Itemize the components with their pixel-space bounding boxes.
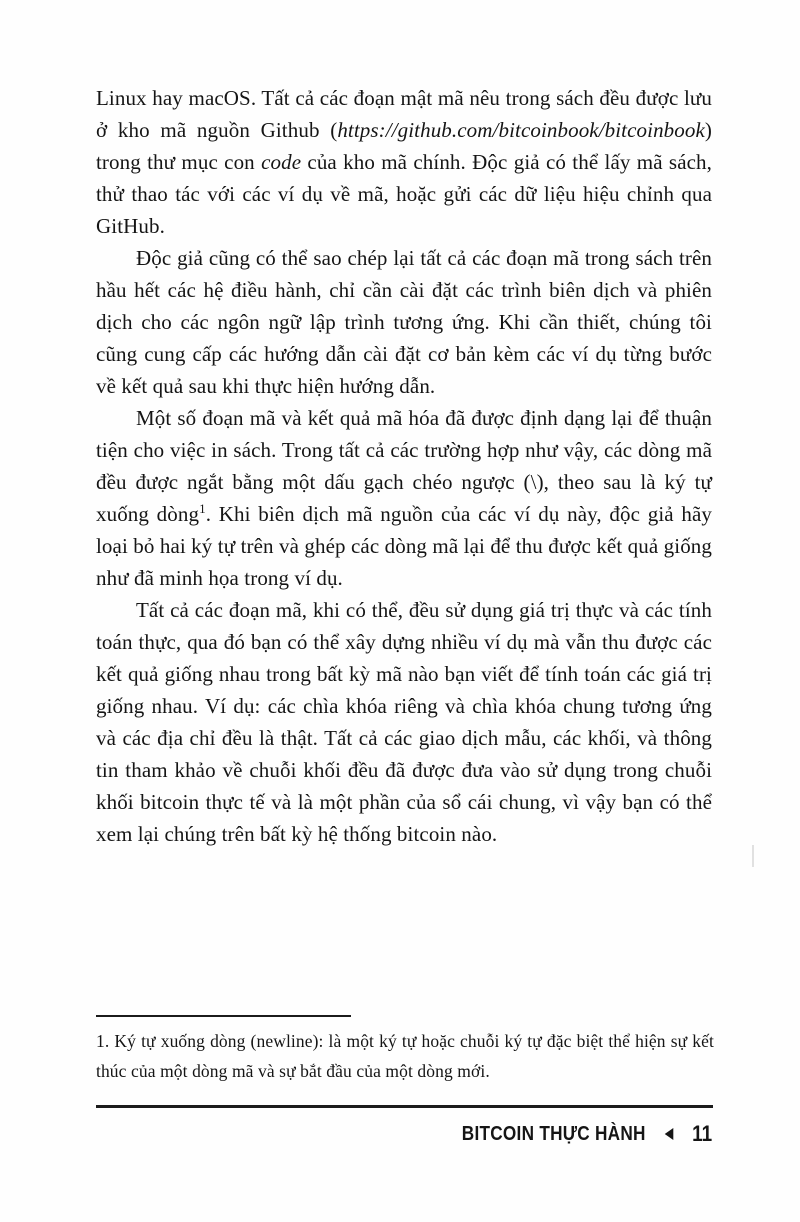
- footer-divider: [96, 1105, 713, 1108]
- footnote-divider: [96, 1015, 351, 1017]
- paragraph: [96, 242, 712, 402]
- text-run: Linux hay macOS. Tất cả các đoạn mật mã nêu trong sách đều được lưu ở kho mã nguồn Github (: [96, 86, 712, 142]
- italic-text: code: [261, 150, 302, 174]
- footnote-text: 1. Ký tự xuống dòng (newline): là một ký tự hoặc chuỗi ký tự đặc biệt thể hiện sự kết thúc của một dòng mã và sự bắt đầu của một dòng mới.: [96, 1031, 714, 1081]
- paragraph: [96, 594, 712, 850]
- book-title: BITCOIN THỰC HÀNH: [461, 1122, 646, 1145]
- text-run: . Khi biên dịch mã nguồn của các ví dụ này, độc giả hãy loại bỏ hai ký tự trên và ghép các dòng mã lại để thu được kết quả giống như đã minh họa trong ví dụ.: [96, 502, 712, 590]
- italic-text: https://github.com/bitcoinbook/bitcoinbook: [337, 118, 705, 142]
- page-number: 11: [691, 1121, 712, 1146]
- page-footer: [462, 1121, 712, 1147]
- scan-artifact: [752, 845, 754, 867]
- footnote-ref: 1: [199, 501, 206, 516]
- text-run: ) trong thư mục con: [96, 118, 712, 174]
- text-run: của kho mã chính. Độc giả có thể lấy mã sách, thử thao tác với các ví dụ về mã, hoặc gửi các dữ liệu hiệu chỉnh qua GitHub.: [96, 150, 712, 238]
- body-text: [96, 82, 712, 850]
- paragraph: [96, 402, 712, 594]
- text-run: Một số đoạn mã và kết quả mã hóa đã được định dạng lại để thuận tiện cho việc in sách. Trong tất cả các trường hợp như vậy, các dòng mã đều được ngắt bằng một dấu gạch chéo ngược (\), theo sau là ký tự xuống dòng: [96, 406, 712, 526]
- text-run: Độc giả cũng có thể sao chép lại tất cả các đoạn mã trong sách trên hầu hết các hệ điều hành, chỉ cần cài đặt các trình biên dịch và phiên dịch cho các ngôn ngữ lập trình tương ứng. Khi cần thiết, chúng tôi cũng cung cấp các hướng dẫn cài đặt cơ bản kèm các ví dụ từng bước về kết quả sau khi thực hiện hướng dẫn.: [96, 246, 712, 398]
- text-run: Tất cả các đoạn mã, khi có thể, đều sử dụng giá trị thực và các tính toán thực, qua đó bạn có thể xây dựng nhiều ví dụ mà vẫn thu được các kết quả giống nhau trong bất kỳ mã nào bạn viết để tính toán các giá trị giống nhau. Ví dụ: các chìa khóa riêng và chìa khóa chung tương ứng và các địa chỉ đều là thật. Tất cả các giao dịch mẫu, các khối, và thông tin tham khảo về chuỗi khối đều đã được đưa vào sử dụng trong chuỗi khối bitcoin thực tế và là một phần của sổ cái chung, vì vậy bạn có thể xem lại chúng trên bất kỳ hệ thống bitcoin nào.: [96, 598, 712, 846]
- left-triangle-icon: [664, 1128, 673, 1140]
- paragraph: [96, 82, 712, 242]
